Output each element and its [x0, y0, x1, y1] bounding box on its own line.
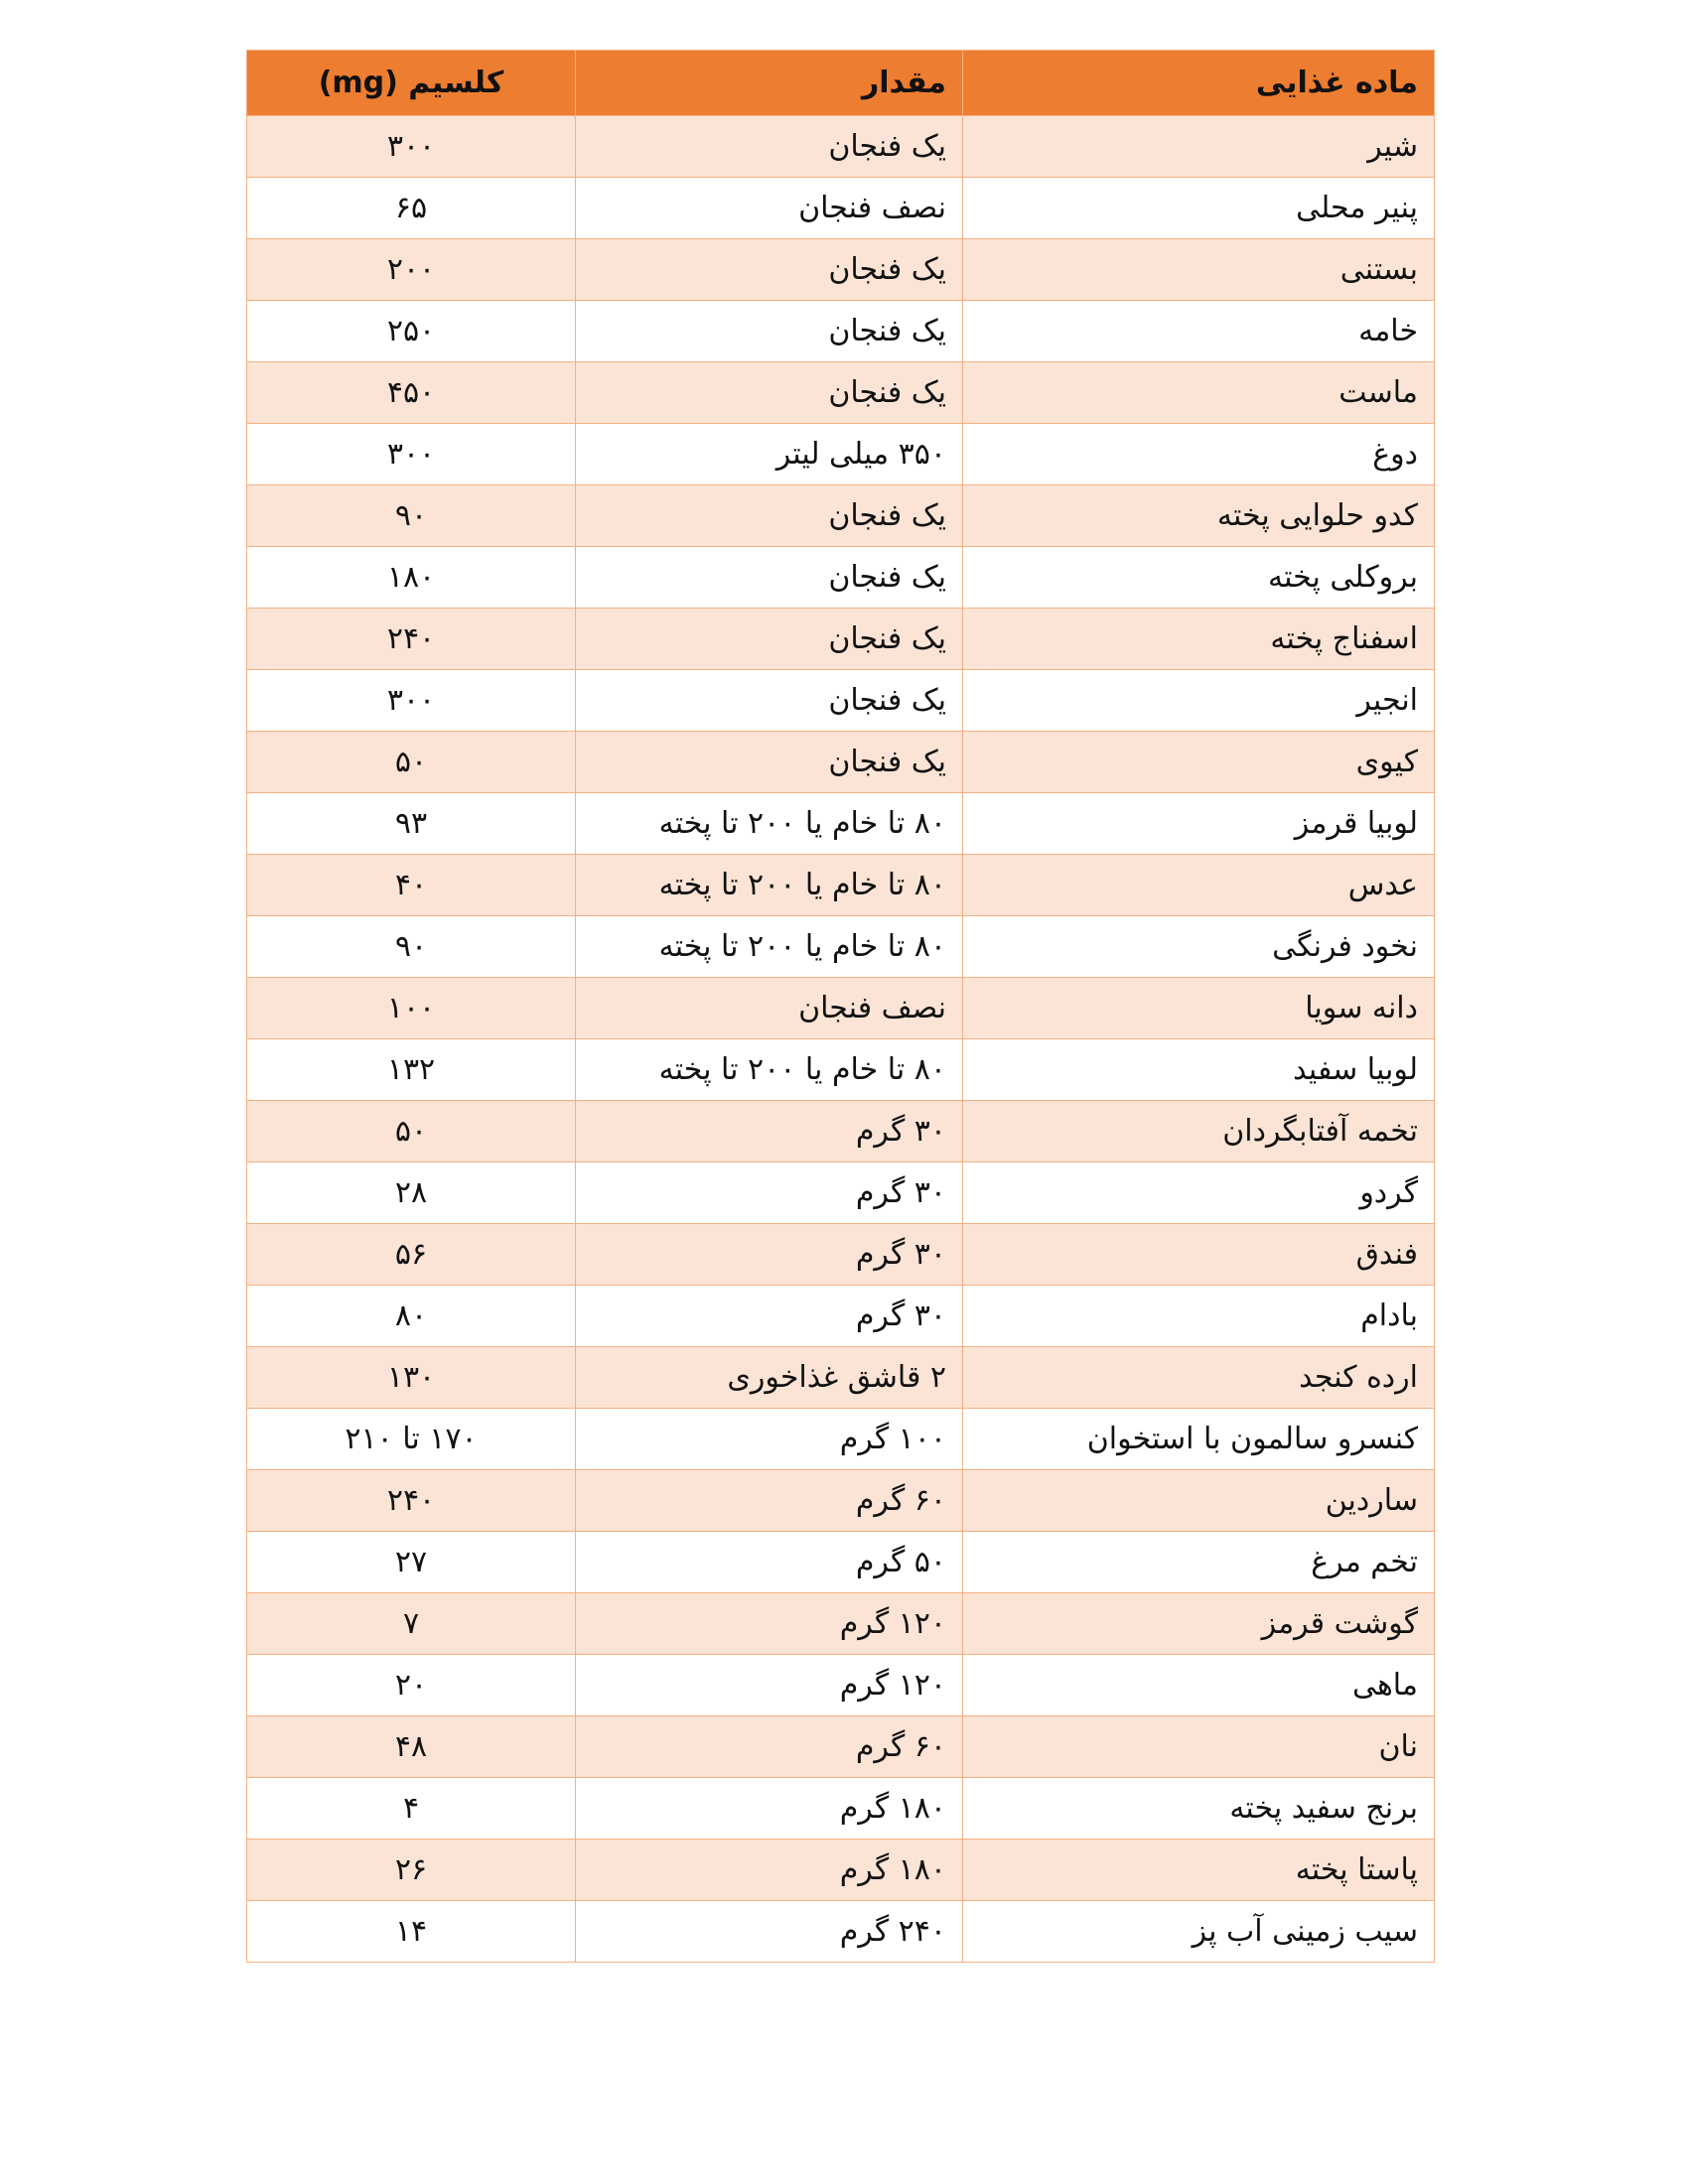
cell-amount: یک فنجان	[576, 732, 963, 793]
table-header-row	[247, 51, 1435, 116]
cell-calcium: ۸۰	[247, 1286, 576, 1347]
table-body	[247, 116, 1435, 1963]
table-row	[247, 1101, 1435, 1162]
cell-amount: ۱۸۰ گرم	[576, 1778, 963, 1840]
cell-food: گوشت قرمز	[963, 1593, 1435, 1655]
cell-food: ساردین	[963, 1470, 1435, 1532]
cell-amount: یک فنجان	[576, 485, 963, 547]
cell-calcium: ۷	[247, 1593, 576, 1655]
cell-amount: ۶۰ گرم	[576, 1470, 963, 1532]
table-row	[247, 178, 1435, 239]
cell-food: دانه سویا	[963, 978, 1435, 1039]
cell-food: فندق	[963, 1224, 1435, 1286]
table-row	[247, 1840, 1435, 1901]
cell-food: بادام	[963, 1286, 1435, 1347]
cell-food: عدس	[963, 855, 1435, 916]
cell-calcium: ۱۰۰	[247, 978, 576, 1039]
table-row	[247, 793, 1435, 855]
cell-food: تخم مرغ	[963, 1532, 1435, 1593]
cell-amount: ۲ قاشق غذاخوری	[576, 1347, 963, 1409]
cell-food: پنیر محلی	[963, 178, 1435, 239]
cell-amount: ۳۰ گرم	[576, 1224, 963, 1286]
calcium-table-container	[246, 50, 1434, 1963]
header-calcium: کلسیم (mg)	[247, 51, 576, 116]
cell-food: نان	[963, 1716, 1435, 1778]
cell-calcium: ۵۶	[247, 1224, 576, 1286]
cell-calcium: ۱۳۲	[247, 1039, 576, 1101]
cell-calcium: ۴۸	[247, 1716, 576, 1778]
cell-calcium: ۱۷۰ تا ۲۱۰	[247, 1409, 576, 1470]
cell-calcium: ۴۵۰	[247, 362, 576, 424]
header-amount: مقدار	[576, 51, 963, 116]
cell-food: بستنی	[963, 239, 1435, 301]
cell-food: سیب زمینی آب پز	[963, 1901, 1435, 1963]
cell-calcium: ۱۸۰	[247, 547, 576, 609]
cell-food: کیوی	[963, 732, 1435, 793]
cell-amount: ۸۰ تا خام یا ۲۰۰ تا پخته	[576, 916, 963, 978]
table-row	[247, 1286, 1435, 1347]
table-row	[247, 1716, 1435, 1778]
cell-food: برنج سفید پخته	[963, 1778, 1435, 1840]
cell-amount: ۳۵۰ میلی لیتر	[576, 424, 963, 485]
cell-amount: ۸۰ تا خام یا ۲۰۰ تا پخته	[576, 855, 963, 916]
table-row	[247, 362, 1435, 424]
table-row	[247, 1901, 1435, 1963]
table-row	[247, 916, 1435, 978]
table-row	[247, 1347, 1435, 1409]
table-row	[247, 547, 1435, 609]
cell-amount: ۳۰ گرم	[576, 1162, 963, 1224]
cell-amount: ۱۲۰ گرم	[576, 1593, 963, 1655]
table-row	[247, 1039, 1435, 1101]
table-row	[247, 116, 1435, 178]
cell-calcium: ۲۷	[247, 1532, 576, 1593]
cell-calcium: ۳۰۰	[247, 424, 576, 485]
cell-amount: ۱۰۰ گرم	[576, 1409, 963, 1470]
cell-amount: یک فنجان	[576, 609, 963, 670]
table-row	[247, 732, 1435, 793]
table-row	[247, 1409, 1435, 1470]
cell-food: دوغ	[963, 424, 1435, 485]
table-row	[247, 609, 1435, 670]
calcium-table	[246, 50, 1435, 1963]
cell-amount: ۶۰ گرم	[576, 1716, 963, 1778]
cell-food: بروکلی پخته	[963, 547, 1435, 609]
table-row	[247, 239, 1435, 301]
table-row	[247, 485, 1435, 547]
cell-calcium: ۹۰	[247, 485, 576, 547]
cell-calcium: ۱۳۰	[247, 1347, 576, 1409]
cell-amount: یک فنجان	[576, 362, 963, 424]
cell-amount: ۱۸۰ گرم	[576, 1840, 963, 1901]
cell-food: اسفناج پخته	[963, 609, 1435, 670]
cell-amount: یک فنجان	[576, 547, 963, 609]
cell-amount: ۲۴۰ گرم	[576, 1901, 963, 1963]
cell-amount: ۳۰ گرم	[576, 1286, 963, 1347]
cell-calcium: ۲۴۰	[247, 1470, 576, 1532]
cell-calcium: ۲۸	[247, 1162, 576, 1224]
cell-calcium: ۲۶	[247, 1840, 576, 1901]
cell-food: پاستا پخته	[963, 1840, 1435, 1901]
cell-calcium: ۹۳	[247, 793, 576, 855]
table-row	[247, 1470, 1435, 1532]
cell-amount: نصف فنجان	[576, 978, 963, 1039]
cell-amount: یک فنجان	[576, 239, 963, 301]
cell-calcium: ۵۰	[247, 732, 576, 793]
cell-food: خامه	[963, 301, 1435, 362]
cell-calcium: ۹۰	[247, 916, 576, 978]
table-row	[247, 301, 1435, 362]
cell-food: لوبیا قرمز	[963, 793, 1435, 855]
cell-food: ماهی	[963, 1655, 1435, 1716]
cell-calcium: ۲۰۰	[247, 239, 576, 301]
cell-food: نخود فرنگی	[963, 916, 1435, 978]
cell-calcium: ۶۵	[247, 178, 576, 239]
cell-food: انجیر	[963, 670, 1435, 732]
cell-amount: یک فنجان	[576, 116, 963, 178]
cell-food: ماست	[963, 362, 1435, 424]
cell-food: تخمه آفتابگردان	[963, 1101, 1435, 1162]
cell-amount: یک فنجان	[576, 670, 963, 732]
table-row	[247, 670, 1435, 732]
cell-food: لوبیا سفید	[963, 1039, 1435, 1101]
table-row	[247, 1224, 1435, 1286]
table-row	[247, 978, 1435, 1039]
cell-calcium: ۱۴	[247, 1901, 576, 1963]
table-row	[247, 1655, 1435, 1716]
table-row	[247, 1593, 1435, 1655]
cell-calcium: ۵۰	[247, 1101, 576, 1162]
cell-food: گردو	[963, 1162, 1435, 1224]
table-row	[247, 1532, 1435, 1593]
cell-amount: ۳۰ گرم	[576, 1101, 963, 1162]
cell-calcium: ۴۰	[247, 855, 576, 916]
cell-calcium: ۲۴۰	[247, 609, 576, 670]
cell-amount: ۱۲۰ گرم	[576, 1655, 963, 1716]
table-row	[247, 1162, 1435, 1224]
cell-food: شیر	[963, 116, 1435, 178]
cell-amount: یک فنجان	[576, 301, 963, 362]
header-food: ماده غذایی	[963, 51, 1435, 116]
cell-food: کدو حلوایی پخته	[963, 485, 1435, 547]
cell-amount: ۸۰ تا خام یا ۲۰۰ تا پخته	[576, 1039, 963, 1101]
table-row	[247, 424, 1435, 485]
cell-amount: نصف فنجان	[576, 178, 963, 239]
cell-food: کنسرو سالمون با استخوان	[963, 1409, 1435, 1470]
cell-calcium: ۳۰۰	[247, 670, 576, 732]
cell-calcium: ۳۰۰	[247, 116, 576, 178]
cell-amount: ۸۰ تا خام یا ۲۰۰ تا پخته	[576, 793, 963, 855]
table-row	[247, 855, 1435, 916]
cell-calcium: ۲۵۰	[247, 301, 576, 362]
cell-food: ارده کنجد	[963, 1347, 1435, 1409]
cell-calcium: ۲۰	[247, 1655, 576, 1716]
cell-amount: ۵۰ گرم	[576, 1532, 963, 1593]
table-row	[247, 1778, 1435, 1840]
cell-calcium: ۴	[247, 1778, 576, 1840]
